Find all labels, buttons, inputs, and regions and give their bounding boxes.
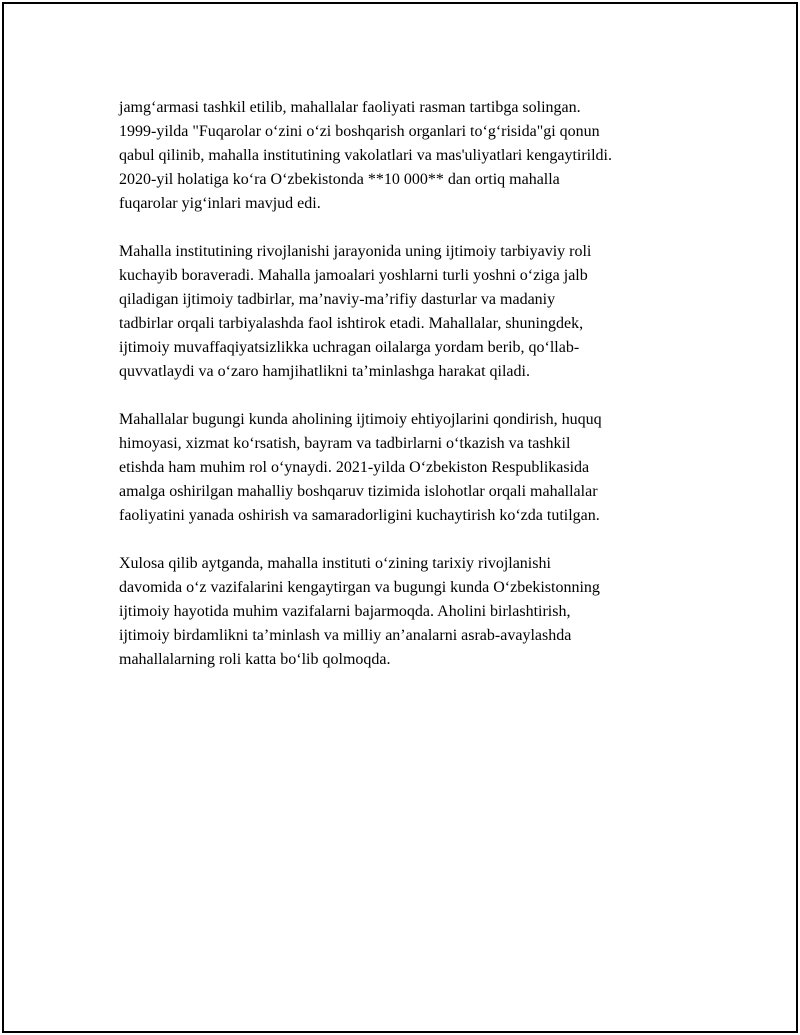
text-line: himoyasi, xizmat ko‘rsatish, bayram va tadbirlarni o‘tkazish va tashkil <box>119 435 571 452</box>
text-line: etishda ham muhim rol o‘ynaydi. 2021-yilda O‘zbekiston Respublikasida <box>119 459 590 476</box>
text-line: ijtimoiy hayotida muhim vazifalarni bajarmoqda. Aholini birlashtirish, <box>119 603 571 620</box>
paragraph-4 <box>119 552 709 672</box>
text-line: fuqarolar yig‘inlari mavjud edi. <box>119 195 321 212</box>
page <box>2 2 798 1033</box>
paragraph-1 <box>119 96 709 216</box>
text-line: quvvatlaydi va o‘zaro hamjihatlikni ta’minlashga harakat qiladi. <box>119 363 530 380</box>
text-line: Xulosa qilib aytganda, mahalla instituti o‘zining tarixiy rivojlanishi <box>119 555 551 572</box>
text-line: 1999-yilda "Fuqarolar o‘zini o‘zi boshqarish organlari to‘g‘risida"gi qonun <box>119 123 600 140</box>
text-line: kuchayib boraveradi. Mahalla jamoalari yoshlarni turli yoshni o‘ziga jalb <box>119 267 588 284</box>
text-line: ijtimoiy birdamlikni ta’minlash va milliy an’analarni asrab-avaylashda <box>119 627 572 644</box>
text-line: faoliyatini yanada oshirish va samaradorligini kuchaytirish ko‘zda tutilgan. <box>119 507 600 524</box>
text-line: mahallalarning roli katta bo‘lib qolmoqda. <box>119 651 391 668</box>
document-body <box>119 96 709 696</box>
text-line: ijtimoiy muvaffaqiyatsizlikka uchragan oilalarga yordam berib, qo‘llab- <box>119 339 580 356</box>
paragraph-3 <box>119 408 709 528</box>
text-line: amalga oshirilgan mahalliy boshqaruv tizimida islohotlar orqali mahallalar <box>119 483 598 500</box>
text-line: tadbirlar orqali tarbiyalashda faol ishtirok etadi. Mahallalar, shuningdek, <box>119 315 584 332</box>
text-line: qiladigan ijtimoiy tadbirlar, ma’naviy-ma’rifiy dasturlar va madaniy <box>119 291 556 308</box>
text-line: 2020-yil holatiga ko‘ra O‘zbekistonda **10 000** dan ortiq mahalla <box>119 171 560 188</box>
text-line: qabul qilinib, mahalla institutining vakolatlari va mas'uliyatlari kengaytirildi. <box>119 147 612 164</box>
text-line: Mahalla institutining rivojlanishi jarayonida uning ijtimoiy tarbiyaviy roli <box>119 243 592 260</box>
text-line: Mahallalar bugungi kunda aholining ijtimoiy ehtiyojlarini qondirish, huquq <box>119 411 602 428</box>
text-line: jamg‘armasi tashkil etilib, mahallalar faoliyati rasman tartibga solingan. <box>119 99 581 116</box>
text-line: davomida o‘z vazifalarini kengaytirgan va bugungi kunda O‘zbekistonning <box>119 579 600 596</box>
paragraph-2 <box>119 240 709 384</box>
